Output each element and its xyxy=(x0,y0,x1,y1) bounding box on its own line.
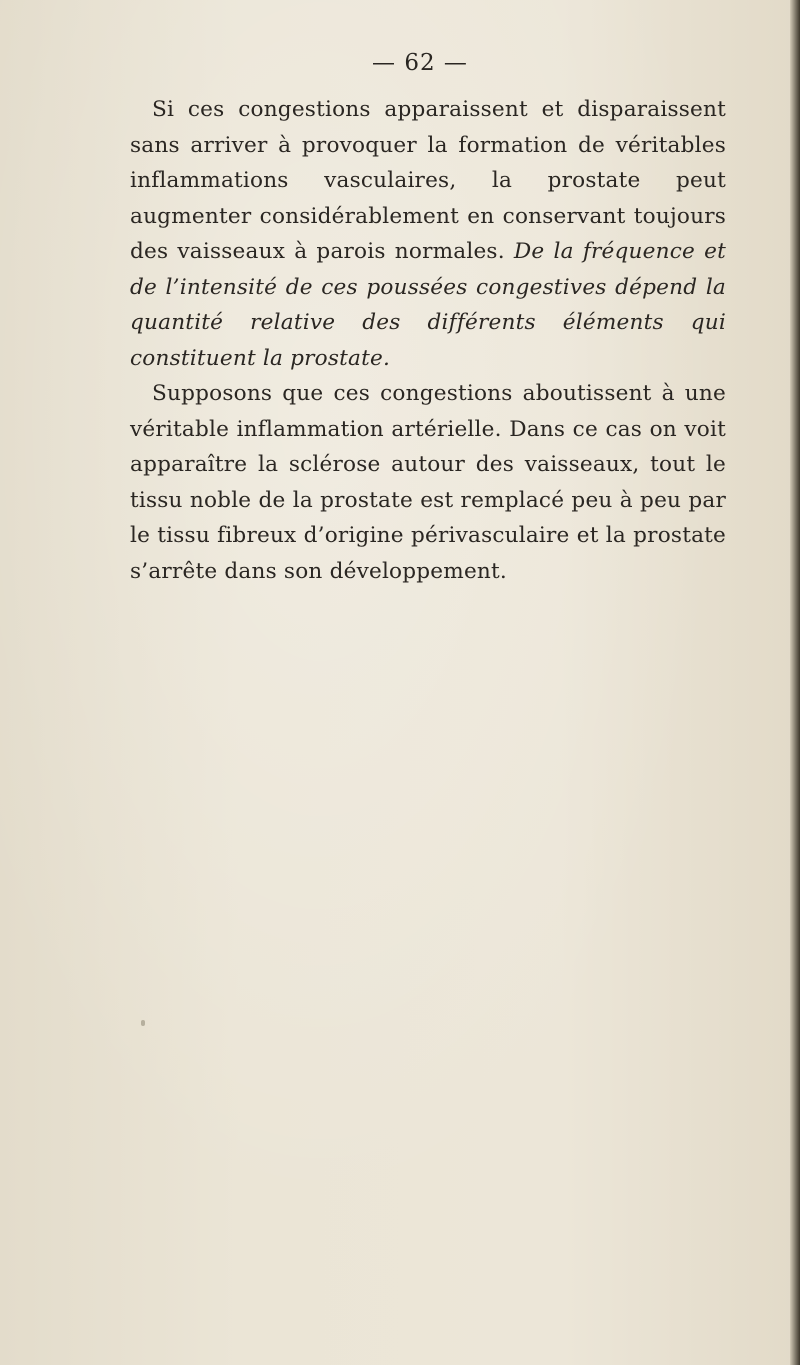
page-number: — 62 — xyxy=(372,50,468,76)
page-edge-shadow xyxy=(790,0,800,1365)
paragraph-2-text: Supposons que ces congestions aboutissent à une véritable inflammation artérielle. Dans ce cas on voit apparaître la sclérose autour des vaisseaux, tout le tissu noble de la prostate est remplacé peu à peu par le tissu fibreux d’origine périvasculaire et la prostate s’arrête dans son développement. xyxy=(130,381,726,584)
paragraph-2 xyxy=(130,376,726,589)
paper-speck xyxy=(141,1020,145,1026)
paragraph-1-text: Si ces congestions apparaissent et disparaissent sans arriver à provoquer la formation de véritables inflammations vasculaires, la prostate peut augmenter considérablement en conservant toujours des vaisseaux à parois normales. xyxy=(130,97,726,264)
paragraph-1-italic: De la fréquence et de l’intensité de ces poussées congestives dépend la quantité relative des différents éléments qui constituent la prostate. xyxy=(130,239,727,371)
paragraph-1 xyxy=(130,92,726,376)
body-text xyxy=(130,92,726,589)
